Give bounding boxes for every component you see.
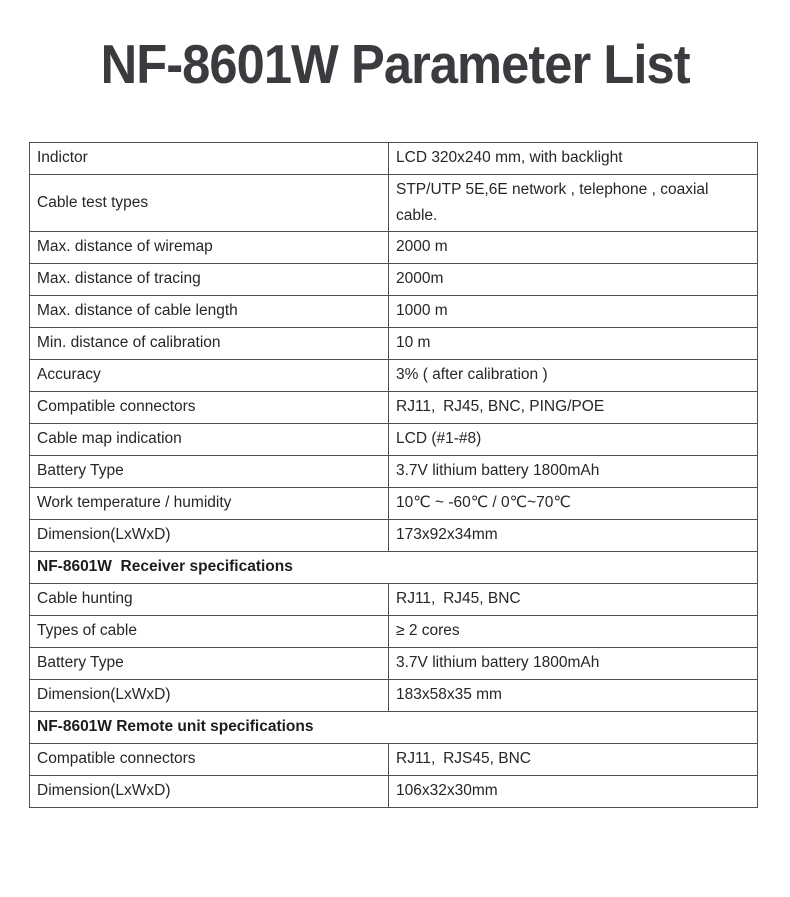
page-title — [0, 34, 790, 96]
section-row — [30, 711, 758, 743]
table-row — [30, 295, 758, 327]
param-label: Types of cable — [30, 615, 389, 647]
table-row — [30, 743, 758, 775]
table-row — [30, 455, 758, 487]
param-value: RJ11, RJ45, BNC, PING/POE — [389, 391, 758, 423]
parameter-table-body — [30, 142, 758, 807]
param-value: LCD 320x240 mm, with backlight — [389, 142, 758, 174]
param-label: Dimension(LxWxD) — [30, 679, 389, 711]
param-value: ≥ 2 cores — [389, 615, 758, 647]
param-value: 106x32x30mm — [389, 775, 758, 807]
param-label: Dimension(LxWxD) — [30, 775, 389, 807]
param-label: Cable map indication — [30, 423, 389, 455]
param-value: 173x92x34mm — [389, 519, 758, 551]
table-row — [30, 583, 758, 615]
table-row — [30, 487, 758, 519]
param-label: Cable test types — [30, 174, 389, 231]
section-header: NF-8601W Receiver specifications — [30, 551, 758, 583]
param-label: Max. distance of tracing — [30, 263, 389, 295]
param-value: RJ11, RJ45, BNC — [389, 583, 758, 615]
param-value: STP/UTP 5E,6E network , telephone , coaxial cable. — [389, 174, 758, 231]
param-label: Work temperature / humidity — [30, 487, 389, 519]
param-label: Accuracy — [30, 359, 389, 391]
param-label: Battery Type — [30, 647, 389, 679]
param-label: Compatible connectors — [30, 391, 389, 423]
param-label: Min. distance of calibration — [30, 327, 389, 359]
table-row — [30, 263, 758, 295]
param-label: Max. distance of wiremap — [30, 231, 389, 263]
param-value: 3.7V lithium battery 1800mAh — [389, 455, 758, 487]
table-row — [30, 327, 758, 359]
param-value: 3% ( after calibration ) — [389, 359, 758, 391]
param-value: 10℃ ~ -60℃ / 0℃~70℃ — [389, 487, 758, 519]
param-value: 2000m — [389, 263, 758, 295]
param-label: Compatible connectors — [30, 743, 389, 775]
table-row — [30, 391, 758, 423]
param-value: 183x58x35 mm — [389, 679, 758, 711]
table-row — [30, 775, 758, 807]
param-value: RJ11, RJS45, BNC — [389, 743, 758, 775]
param-value: LCD (#1-#8) — [389, 423, 758, 455]
table-row — [30, 519, 758, 551]
page-title-text: NF-8601W Parameter List — [100, 33, 690, 95]
table-row — [30, 142, 758, 174]
table-row — [30, 231, 758, 263]
table-row — [30, 647, 758, 679]
param-value: 1000 m — [389, 295, 758, 327]
section-header: NF-8601W Remote unit specifications — [30, 711, 758, 743]
table-row — [30, 359, 758, 391]
param-value: 3.7V lithium battery 1800mAh — [389, 647, 758, 679]
param-value: 10 m — [389, 327, 758, 359]
param-label: Dimension(LxWxD) — [30, 519, 389, 551]
param-label: Cable hunting — [30, 583, 389, 615]
table-row — [30, 679, 758, 711]
param-label: Indictor — [30, 142, 389, 174]
param-value: 2000 m — [389, 231, 758, 263]
section-row — [30, 551, 758, 583]
table-row — [30, 615, 758, 647]
table-row — [30, 174, 758, 231]
parameter-table — [29, 142, 758, 808]
param-label: Max. distance of cable length — [30, 295, 389, 327]
table-row — [30, 423, 758, 455]
param-label: Battery Type — [30, 455, 389, 487]
